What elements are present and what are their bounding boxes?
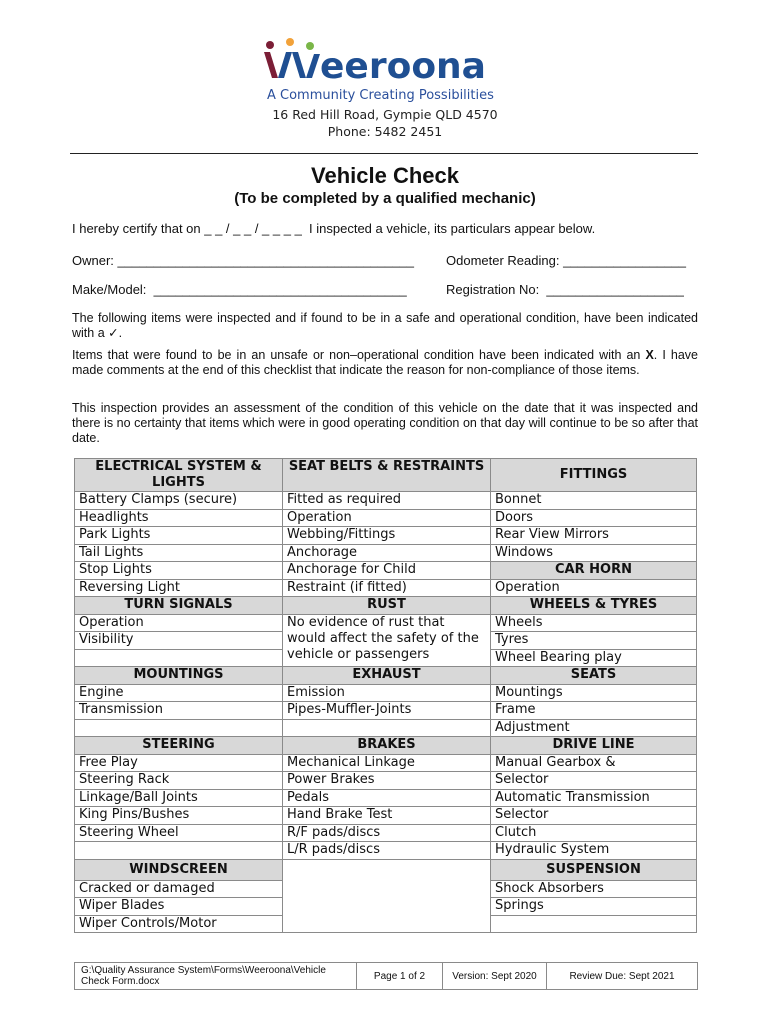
logo-wordmark: eeroona (320, 46, 486, 87)
header-wheels-tyres: WHEELS & TYRES (491, 597, 697, 615)
checklist-item[interactable]: Battery Clamps (secure) (75, 492, 283, 510)
checklist-item[interactable]: Stop Lights (75, 562, 283, 580)
footer-file-path: G:\Quality Assurance System\Forms\Weeroona\Vehicle Check Form.docx (75, 963, 357, 989)
checklist-empty-cell (283, 719, 491, 737)
para2-x-mark: X (645, 348, 654, 362)
checklist-item[interactable]: Selector (491, 772, 697, 790)
org-address: 16 Red Hill Road, Gympie QLD 4570 (272, 107, 498, 122)
checklist-item[interactable]: Tail Lights (75, 544, 283, 562)
logo-tagline: A Community Creating Possibilities (267, 88, 494, 103)
header-exhaust: EXHAUST (283, 667, 491, 685)
page-footer (74, 962, 698, 990)
page-subtitle: (To be completed by a qualified mechanic) (234, 190, 536, 207)
checklist-item[interactable]: Anchorage (283, 544, 491, 562)
vehicle-checklist-table (74, 458, 697, 933)
certify-line: I hereby certify that on _ _ / _ _ / _ _ _ _ I inspected a vehicle, its particulars appear below. (72, 221, 596, 236)
footer-version: Version: Sept 2020 (443, 963, 547, 989)
checklist-empty-cell (491, 915, 697, 933)
checklist-item[interactable]: Steering Wheel (75, 824, 283, 842)
checklist-item[interactable]: Visibility (75, 632, 283, 650)
checklist-item[interactable]: Free Play (75, 754, 283, 772)
checklist-item[interactable]: Selector (491, 807, 697, 825)
checklist-item[interactable]: Emission (283, 684, 491, 702)
checklist-item[interactable]: Headlights (75, 509, 283, 527)
header-seat-belts: SEAT BELTS & RESTRAINTS (283, 459, 491, 492)
checklist-item[interactable]: Hand Brake Test (283, 807, 491, 825)
header-divider (70, 153, 698, 154)
checklist-empty-cell (75, 719, 283, 737)
instructions-para-2 (72, 348, 698, 378)
checklist-item[interactable]: Operation (283, 509, 491, 527)
odometer-field[interactable]: Odometer Reading: _________________ (446, 253, 686, 268)
checklist-item[interactable]: Pipes-Muffler-Joints (283, 702, 491, 720)
checklist-item[interactable]: Restraint (if fitted) (283, 579, 491, 597)
para2-text-b: . I have made comments at the end of this checklist that indicate the reason for non-compliance of those items. (72, 348, 698, 377)
checklist-item[interactable]: Engine (75, 684, 283, 702)
checklist-item[interactable]: Operation (75, 614, 283, 632)
checklist-item[interactable]: Transmission (75, 702, 283, 720)
checklist-item[interactable]: Wiper Controls/Motor (75, 915, 283, 933)
footer-page-number: Page 1 of 2 (357, 963, 443, 989)
para2-text-a: Items that were found to be in an unsafe or non–operational condition have been indicated with an (72, 348, 646, 362)
instructions-para-3: This inspection provides an assessment of the condition of this vehicle on the date that it was inspected and there is no certainty that items which were in good operating condition on that day will continue to be so after that date. (72, 401, 698, 445)
checklist-item[interactable]: Wheels (491, 614, 697, 632)
owner-field[interactable]: Owner: _________________________________________ (72, 253, 414, 268)
checklist-item[interactable]: Operation (491, 579, 697, 597)
people-logo-icon (262, 38, 322, 86)
checklist-item[interactable]: Bonnet (491, 492, 697, 510)
make-model-field[interactable]: Make/Model: ___________________________________ (72, 282, 407, 297)
checklist-item[interactable]: Shock Absorbers (491, 880, 697, 898)
checklist-item[interactable]: Anchorage for Child (283, 562, 491, 580)
checklist-item[interactable]: Doors (491, 509, 697, 527)
checklist-empty-cell (75, 842, 283, 860)
header-brakes: BRAKES (283, 737, 491, 755)
checklist-item[interactable]: Steering Rack (75, 772, 283, 790)
header-seats: SEATS (491, 667, 697, 685)
header-car-horn: CAR HORN (491, 562, 697, 580)
checklist-item[interactable]: Reversing Light (75, 579, 283, 597)
instructions-para-1: The following items were inspected and if found to be in a safe and operational condition, have been indicated with a ✓. (72, 311, 698, 340)
checklist-item[interactable]: Rear View Mirrors (491, 527, 697, 545)
checklist-item[interactable]: Automatic Transmission (491, 789, 697, 807)
checklist-item[interactable]: Windows (491, 544, 697, 562)
checklist-item[interactable]: L/R pads/discs (283, 842, 491, 860)
weeroona-logo (262, 38, 512, 108)
header-drive-line: DRIVE LINE (491, 737, 697, 755)
checklist-item[interactable]: Park Lights (75, 527, 283, 545)
footer-review-due: Review Due: Sept 2021 (569, 970, 675, 982)
header-mountings: MOUNTINGS (75, 667, 283, 685)
checklist-item[interactable]: Tyres (491, 632, 697, 650)
checklist-item[interactable]: Wiper Blades (75, 898, 283, 916)
checklist-item[interactable]: Linkage/Ball Joints (75, 789, 283, 807)
registration-field[interactable]: Registration No: ___________________ (446, 282, 684, 297)
checklist-empty-cell (75, 649, 283, 667)
checklist-item[interactable]: Pedals (283, 789, 491, 807)
header-windscreen: WINDSCREEN (75, 859, 283, 880)
header-fittings: FITTINGS (491, 459, 697, 492)
header-rust: RUST (283, 597, 491, 615)
header-steering: STEERING (75, 737, 283, 755)
header-electrical: ELECTRICAL SYSTEM & LIGHTS (75, 459, 283, 492)
checklist-item[interactable]: Fitted as required (283, 492, 491, 510)
org-phone: Phone: 5482 2451 (327, 124, 443, 139)
checklist-item[interactable]: Springs (491, 898, 697, 916)
header-turn-signals: TURN SIGNALS (75, 597, 283, 615)
checklist-empty-cell (283, 859, 491, 933)
checklist-item[interactable]: Cracked or damaged (75, 880, 283, 898)
checklist-item[interactable]: R/F pads/discs (283, 824, 491, 842)
page-title: Vehicle Check (311, 163, 459, 188)
checklist-item-rust[interactable]: No evidence of rust that would affect the safety of the vehicle or passengers (283, 614, 491, 667)
header-suspension: SUSPENSION (491, 859, 697, 880)
checklist-item[interactable]: Hydraulic System (491, 842, 697, 860)
checklist-item[interactable]: Adjustment (491, 719, 697, 737)
checklist-item[interactable]: Mechanical Linkage (283, 754, 491, 772)
checklist-item[interactable]: Clutch (491, 824, 697, 842)
checklist-item[interactable]: King Pins/Bushes (75, 807, 283, 825)
checklist-item[interactable]: Manual Gearbox & (491, 754, 697, 772)
checklist-item[interactable]: Wheel Bearing play (491, 649, 697, 667)
checklist-item[interactable]: Mountings (491, 684, 697, 702)
checklist-item[interactable]: Power Brakes (283, 772, 491, 790)
checklist-item[interactable]: Webbing/Fittings (283, 527, 491, 545)
checklist-item[interactable]: Frame (491, 702, 697, 720)
